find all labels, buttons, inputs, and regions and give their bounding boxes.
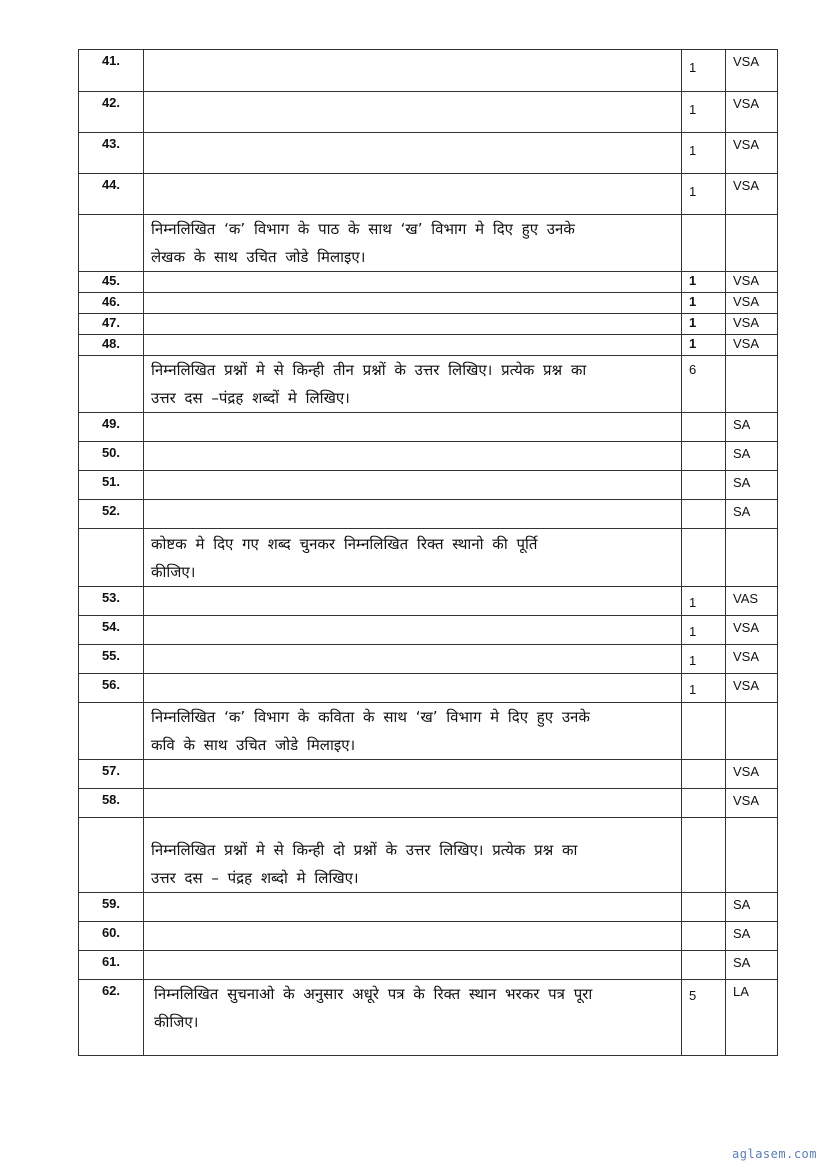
question-number: 44. [79, 174, 144, 215]
question-marks: 1 [682, 587, 726, 616]
question-marks [682, 951, 726, 980]
question-number: 56. [79, 674, 144, 703]
instruction-text: कोष्टक मे दिए गए शब्द चुनकर निम्नलिखित रिक्त स्थानो की पूर्ति कीजिए। [144, 529, 682, 587]
question-marks [682, 471, 726, 500]
question-text [144, 893, 682, 922]
instruction-marks [682, 529, 726, 587]
question-type: VSA [726, 272, 778, 293]
question-text [144, 645, 682, 674]
question-number: 47. [79, 314, 144, 335]
question-number: 50. [79, 442, 144, 471]
question-type: VSA [726, 314, 778, 335]
question-marks: 1 [682, 272, 726, 293]
question-text [144, 951, 682, 980]
question-type: VSA [726, 616, 778, 645]
table-row [79, 500, 778, 529]
table-row [79, 616, 778, 645]
question-marks: 5 [682, 980, 726, 1056]
question-marks: 1 [682, 335, 726, 356]
question-number: 54. [79, 616, 144, 645]
question-text [144, 471, 682, 500]
question-type: VSA [726, 50, 778, 92]
question-text [144, 335, 682, 356]
question-number: 49. [79, 413, 144, 442]
question-text [144, 50, 682, 92]
table-row [79, 174, 778, 215]
question-marks: 1 [682, 293, 726, 314]
question-marks [682, 789, 726, 818]
table-row [79, 922, 778, 951]
question-marks [682, 500, 726, 529]
table-row [79, 471, 778, 500]
question-marks [682, 760, 726, 789]
question-marks [682, 413, 726, 442]
question-table [78, 49, 778, 1056]
question-type: SA [726, 442, 778, 471]
instruction-row [79, 529, 778, 587]
question-type: LA [726, 980, 778, 1056]
question-marks: 1 [682, 674, 726, 703]
question-type: VSA [726, 645, 778, 674]
question-text [144, 922, 682, 951]
table-row [79, 674, 778, 703]
question-text [144, 674, 682, 703]
question-type: VAS [726, 587, 778, 616]
question-text: निम्नलिखित सुचनाओ के अनुसार अधूरे पत्र के रिक्त स्थान भरकर पत्र पूरा कीजिए। [144, 980, 682, 1056]
question-type: SA [726, 951, 778, 980]
instruction-text: निम्नलिखित ‘क’ विभाग के कविता के साथ ‘ख’ विभाग मे दिए हुए उनके कवि के साथ उचित जोडे मिलाइए। [144, 703, 682, 760]
question-number: 43. [79, 133, 144, 174]
question-number: 60. [79, 922, 144, 951]
question-number: 55. [79, 645, 144, 674]
question-type: VSA [726, 174, 778, 215]
table-row [79, 893, 778, 922]
question-number: 62. [79, 980, 144, 1056]
question-type: VSA [726, 335, 778, 356]
question-number: 48. [79, 335, 144, 356]
instruction-row [79, 818, 778, 893]
table-row [79, 272, 778, 293]
question-text [144, 174, 682, 215]
instruction-marks [682, 215, 726, 272]
instruction-text: निम्नलिखित प्रश्नों मे से किन्ही तीन प्रश्नों के उत्तर लिखिए। प्रत्येक प्रश्न का उत्तर दस –पंद्रह शब्दों मे लिखिए। [144, 356, 682, 413]
question-marks [682, 442, 726, 471]
instruction-marks: 6 [682, 356, 726, 413]
instruction-marks [682, 818, 726, 893]
question-text [144, 413, 682, 442]
question-type: SA [726, 413, 778, 442]
table-row [79, 314, 778, 335]
question-marks: 1 [682, 645, 726, 674]
question-text [144, 760, 682, 789]
question-type: VSA [726, 92, 778, 133]
table-row [79, 413, 778, 442]
table-row [79, 645, 778, 674]
question-marks: 1 [682, 92, 726, 133]
question-type: VSA [726, 133, 778, 174]
question-type: VSA [726, 293, 778, 314]
instruction-row [79, 703, 778, 760]
question-marks [682, 922, 726, 951]
question-type: SA [726, 500, 778, 529]
question-number: 57. [79, 760, 144, 789]
question-text [144, 500, 682, 529]
question-marks: 1 [682, 174, 726, 215]
question-type: SA [726, 893, 778, 922]
table-row [79, 760, 778, 789]
question-marks [682, 893, 726, 922]
table-row [79, 789, 778, 818]
question-type: VSA [726, 760, 778, 789]
question-text [144, 314, 682, 335]
question-type: SA [726, 471, 778, 500]
question-text [144, 272, 682, 293]
table-row [79, 293, 778, 314]
table-row [79, 442, 778, 471]
question-number: 46. [79, 293, 144, 314]
table-row [79, 951, 778, 980]
table-row [79, 50, 778, 92]
instruction-text: निम्नलिखित प्रश्नों मे से किन्ही दो प्रश्नों के उत्तर लिखिए। प्रत्येक प्रश्न का उत्तर दस – पंद्रह शब्दो मे लिखिए। [144, 818, 682, 893]
question-text [144, 293, 682, 314]
table-row [79, 980, 778, 1056]
instruction-row [79, 215, 778, 272]
question-number: 53. [79, 587, 144, 616]
question-number: 59. [79, 893, 144, 922]
question-number: 51. [79, 471, 144, 500]
question-text [144, 789, 682, 818]
question-marks: 1 [682, 133, 726, 174]
question-marks: 1 [682, 616, 726, 645]
question-number: 58. [79, 789, 144, 818]
watermark: aglasem.com [732, 1147, 817, 1161]
question-type: VSA [726, 674, 778, 703]
question-number: 41. [79, 50, 144, 92]
question-type: VSA [726, 789, 778, 818]
question-number: 61. [79, 951, 144, 980]
instruction-text: निम्नलिखित ‘क’ विभाग के पाठ के साथ ‘ख’ विभाग मे दिए हुए उनके लेखक के साथ उचित जोडे मिलाइए। [144, 215, 682, 272]
question-marks: 1 [682, 50, 726, 92]
question-text [144, 587, 682, 616]
question-text [144, 133, 682, 174]
table-row [79, 335, 778, 356]
instruction-row [79, 356, 778, 413]
question-number: 52. [79, 500, 144, 529]
question-text [144, 616, 682, 645]
question-text [144, 92, 682, 133]
table-row [79, 587, 778, 616]
table-row [79, 92, 778, 133]
question-marks: 1 [682, 314, 726, 335]
table-row [79, 133, 778, 174]
question-text [144, 442, 682, 471]
question-type: SA [726, 922, 778, 951]
question-number: 42. [79, 92, 144, 133]
question-number: 45. [79, 272, 144, 293]
instruction-marks [682, 703, 726, 760]
